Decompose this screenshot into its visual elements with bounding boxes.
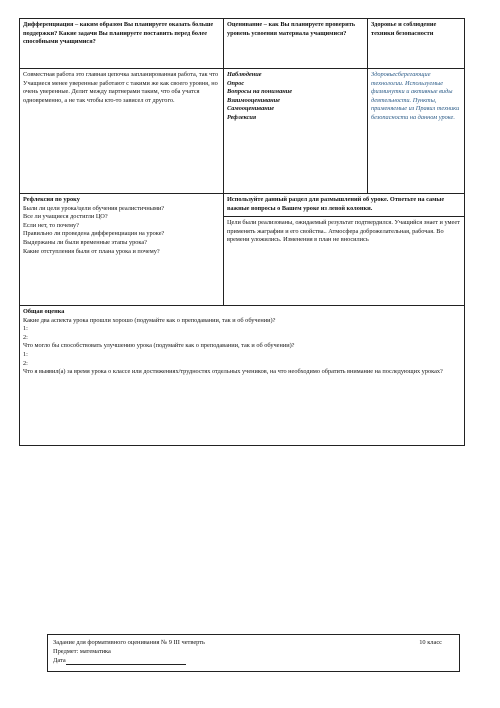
footer-title-row [53, 638, 454, 647]
assessment-method: Самооценивание [227, 105, 275, 113]
table-row-differentiation [20, 19, 465, 69]
reflection-question: Все ли учащиеся достигли ЦО? [23, 213, 108, 221]
summary-line: 1: [23, 350, 28, 358]
lesson-plan-table [19, 18, 465, 446]
summary-line: 1: [23, 325, 28, 333]
table-row-reflection [20, 194, 465, 306]
summary-line: Что могло бы способствовать улучшению урока (подумайте как о преподавании, так и об обучении)? [23, 342, 295, 350]
assignment-title: Задание для формативного оценивания № 9 III четверть [53, 639, 205, 646]
reflection-question: Правильно ли проведена дифференциация на уроке? [23, 230, 165, 238]
assessment-method: Опрос [227, 79, 245, 87]
summary-line: 2: [23, 333, 28, 341]
date-label: Дата [53, 657, 66, 664]
reflection-questions-cell [20, 194, 224, 306]
reflection-answer: Цели были реализованы, ожидаемый результат подтвердился. Учащийся знает и умеет применять жаграфии и его свойства.. Атмосфера доброжелательная, рабочая. Во времени уложились. Изменения в план не вносились [224, 216, 464, 245]
assignment-footer-box [47, 634, 460, 672]
reflection-instructions: Используйте данный раздел для размышлений об уроке. Ответьте на самые важные вопросы о Вашем уроке из левой колонки. [227, 196, 445, 212]
differentiation-header: Дифференциация – каким образом Вы планируете оказать больше поддержки? Какие задачи Вы планируете поставить перед более способными учащимися? [20, 19, 224, 69]
assessment-method: Вопросы на понимание [227, 88, 293, 96]
reflection-title: Рефлексия по уроку [23, 196, 80, 203]
assessment-methods-cell [224, 69, 368, 194]
health-safety-text: Здоровьесберегающие технологии. Используемые физминутки и активные виды деятельности. Пункты, применяемые из Правил техники безопасности на данном уроке. [368, 69, 465, 194]
summary-title: Общая оценка [23, 308, 65, 315]
summary-line: Что я выявил(а) за время урока о классе или достижениях/трудностях отдельных учеников, на что необходимо обратить внимание на последующих уроках? [23, 368, 443, 376]
summary-line: Какие два аспекта урока прошли хорошо (подумайте как о преподавании, так и об обучении)? [23, 316, 276, 324]
subject-label: Предмет: математика [53, 648, 111, 655]
reflection-question: Выдержаны ли были временные этапы урока? [23, 238, 147, 246]
health-safety-header: Здоровье и соблюдение техники безопасности [368, 19, 465, 69]
summary-line: 2: [23, 359, 28, 367]
assessment-method: Рефлексия [227, 113, 257, 121]
assessment-header: Оценивание – как Вы планируете проверить уровень усвоения материала учащимися? [224, 19, 368, 69]
reflection-answer-cell [224, 194, 465, 306]
summary-cell [20, 306, 465, 446]
reflection-question: Какие отступления были от плана урока и почему? [23, 247, 160, 255]
table-row-content [20, 69, 465, 194]
grade-label: 10 класс [419, 639, 442, 646]
assessment-method: Наблюдение [227, 71, 262, 78]
date-blank-line[interactable] [66, 657, 186, 665]
table-row-summary [20, 306, 465, 446]
reflection-question: Если нет, то почему? [23, 221, 79, 229]
assessment-method: Взаимооценивание [227, 96, 280, 104]
reflection-question: Были ли цели урока/цели обучения реалистичными? [23, 204, 165, 212]
date-row [53, 656, 454, 665]
differentiation-text: Совместная работа это главная цепочка запланированная работа, так что Учащиеся менее уверенные работают с такими же как своего уровня, но очень уверенные. Делит между партнерами таким, что оба учатся одновременно, а не так чтобы кто-то зависел от другого. [20, 69, 224, 194]
